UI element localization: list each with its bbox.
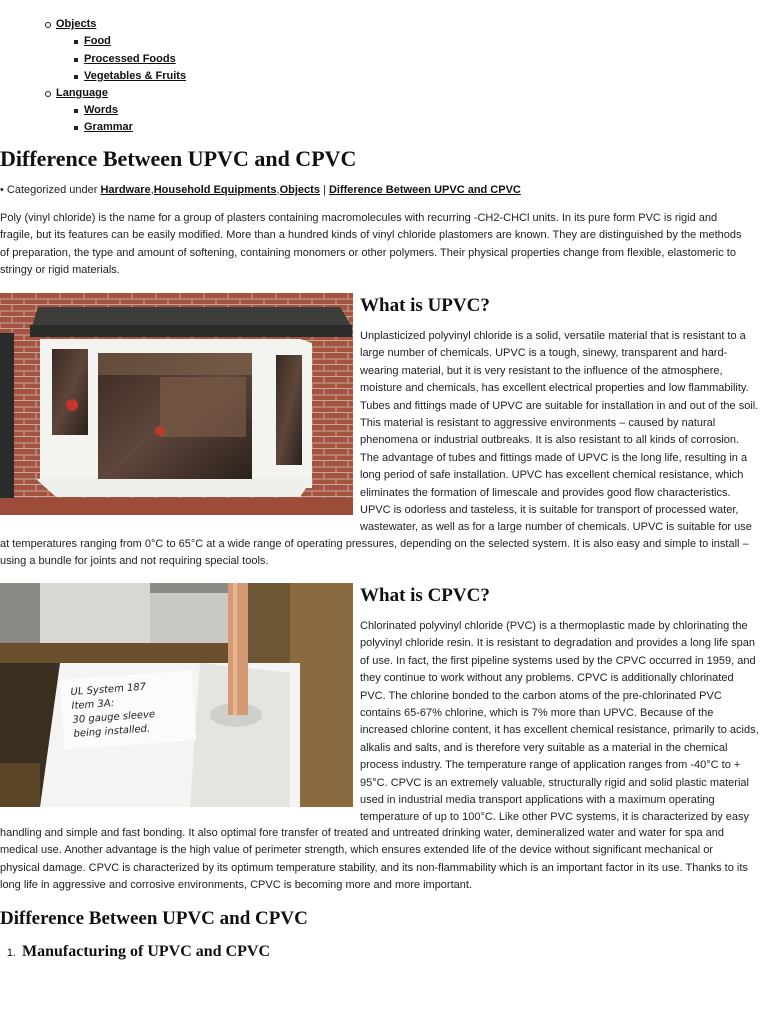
sign-text-line: UL System 187	[70, 681, 147, 698]
categorized-prefix: • Categorized under	[0, 184, 98, 196]
text-line: they continue to work without any problems. CPVC is additionally chlorinated	[360, 672, 734, 685]
nav-group-objects	[0, 16, 186, 85]
text-line: Tubes and fittings made of UPVC are suitable for installation in and out of the soil.	[360, 399, 759, 412]
text-line: long life in aggressive and corrosive environments, CPVC is becoming more and more important.	[0, 879, 472, 892]
list-item	[0, 940, 270, 965]
nav-link-words[interactable]: Words	[84, 104, 119, 117]
article-link[interactable]: Difference Between UPVC and CPVC	[328, 184, 521, 196]
text-line: Unplasticized polyvinyl chloride is a solid, versatile material that is resistant to a	[360, 330, 746, 342]
category-separator-bar: |	[319, 184, 329, 196]
cpvc-continuation	[0, 825, 768, 895]
text-line: contains 65-67% chlorine, which is 7% more than UPVC. Because of the	[360, 707, 714, 720]
category-separator: ,	[150, 184, 154, 196]
text-line: temperature of up to 100°C. Like other PVC systems, it is characterized by easy	[360, 811, 749, 824]
category-nav	[0, 16, 186, 136]
nav-link-food[interactable]: Food	[84, 35, 111, 48]
text-line: used in industrial media transport applications with a maximum operating	[360, 794, 715, 807]
upvc-continuation	[0, 536, 768, 571]
text-line: handling and simple and fast bonding. It also optimal fore transfer of treated and untreated drinking water, demineralized water and water for spa and	[0, 827, 724, 839]
article-title: Difference Between UPVC and CPVC	[0, 146, 357, 171]
nav-item	[56, 102, 186, 119]
text-line: using a bundle for joints and not requiring special tools.	[0, 555, 269, 568]
upvc-window-photo	[0, 293, 353, 515]
text-line: wearing material, but it is very resistant to the influence of the atmosphere,	[360, 364, 723, 377]
text-line: polyvinyl chloride resin. It is resistant to degradation and provides a long life span	[360, 637, 756, 650]
category-separator: ,	[276, 184, 280, 196]
text-line: of preparation, the type and amount of softening, containing monomers or other polymers. Their physical properties change from flexible, elastomeric to	[0, 246, 736, 259]
text-line: process industry. The temperature range of application ranges from -40°C to +	[360, 759, 741, 772]
text-line: eliminates the formation of limescale and provides good flow characteristics.	[360, 486, 731, 499]
text-line: large number of chemicals. UPVC is a tough, sinewy, transparent and hard-	[360, 347, 728, 360]
cpvc-heading: What is CPVC?	[360, 585, 490, 606]
intro-paragraph	[0, 210, 766, 280]
text-line: alkalis and salts, and is therefore very suitable as a material in the chemical	[360, 741, 728, 754]
nav-item	[56, 51, 186, 68]
text-line: increased chlorine content, it has excellent chemical resistance, primarily to acids,	[360, 724, 759, 737]
upvc-heading: What is UPVC?	[360, 295, 490, 316]
nav-link-vegetables-fruits[interactable]: Vegetables & Fruits	[84, 69, 187, 82]
nav-link-objects[interactable]: Objects	[56, 18, 97, 30]
text-line: Poly (vinyl chloride) is the name for a group of plasters containing macromolecules with recurring -CH2-CHCl units. In its pure form PVC is rigid and	[0, 212, 718, 224]
text-line: The advantage of tubes and fittings made of UPVC is the long life, resulting in a	[360, 451, 748, 464]
text-line: moisture and chemicals, has excellent electrical properties and low flammability.	[360, 382, 749, 395]
nav-sublist-objects	[56, 33, 186, 84]
sign-text-line: 30 gauge sleeve	[72, 709, 156, 726]
text-line: long period of safe installation. UPVC has excellent chemical resistance, which	[360, 469, 744, 482]
nav-link-processed-foods[interactable]: Processed Foods	[84, 52, 176, 65]
difference-heading: Difference Between UPVC and CPVC	[0, 908, 308, 929]
sign-text-line: being installed.	[73, 723, 151, 740]
list-number: 1.	[6, 947, 16, 959]
text-line: fragile, but its features can be easily modified. More than a hundred kinds of vinyl chloride plastomers are known. They are distinguished by the methods	[0, 229, 742, 242]
nav-link-language[interactable]: Language	[56, 86, 108, 99]
nav-item	[56, 119, 186, 136]
text-line: medical use. Another advantage is the high value of perimeter strength, which ensures extended life of the device without significant mechanical or	[0, 844, 713, 857]
nav-item	[56, 68, 186, 85]
text-line: of use. In fact, the first pipeline systems used by the CPVC occurred in 1959, and	[360, 654, 756, 667]
text-line: UPVC is odorless and tasteless, it is suitable for transport of processed water,	[360, 504, 739, 517]
text-line: phenomena or industrial outbreaks. It is also resistant to all kinds of corrosion.	[360, 434, 740, 447]
category-link-hardware[interactable]: Hardware	[100, 184, 151, 196]
text-line: PVC. The chlorine bonded to the carbon atoms of the pre-chlorinated PVC	[360, 689, 722, 702]
text-line: wastewater, as well as for a large number of chemicals. UPVC is suitable for use	[360, 521, 752, 534]
point-title: Manufacturing of UPVC and CPVC	[22, 943, 270, 960]
nav-item	[56, 33, 186, 50]
cpvc-pipe-photo	[0, 583, 353, 807]
category-link-household-equipments[interactable]: Household Equipments	[153, 184, 277, 196]
upvc-side-text	[360, 328, 768, 537]
text-line: This material is resistant to aggressive environments – caused by natural	[360, 417, 716, 430]
text-line: physical damage. CPVC is characterized by its optimum temperature stability, and its non-flammability which is an important factor in its use. Thanks to its	[0, 861, 748, 874]
category-link-objects[interactable]: Objects	[279, 184, 320, 196]
nav-group-language	[0, 85, 186, 137]
text-line: at temperatures ranging from 0°C to 65°C at a wide range of operating pressures, depending on the selected system. It is also easy and simple to install –	[0, 538, 749, 550]
sign-text-line: Item 3A:	[71, 697, 115, 712]
text-line: Chlorinated polyvinyl chloride (PVC) is a thermoplastic made by chlorinating the	[360, 620, 748, 632]
difference-list	[0, 940, 270, 965]
text-line: 95°C. CPVC is an extremely valuable, structurally rigid and solid plastic material	[360, 776, 749, 789]
category-line	[0, 182, 521, 199]
text-line: stringy or rigid materials.	[0, 264, 120, 277]
cpvc-side-text	[360, 618, 768, 827]
nav-link-grammar[interactable]: Grammar	[84, 121, 133, 134]
nav-sublist-language	[56, 102, 186, 136]
